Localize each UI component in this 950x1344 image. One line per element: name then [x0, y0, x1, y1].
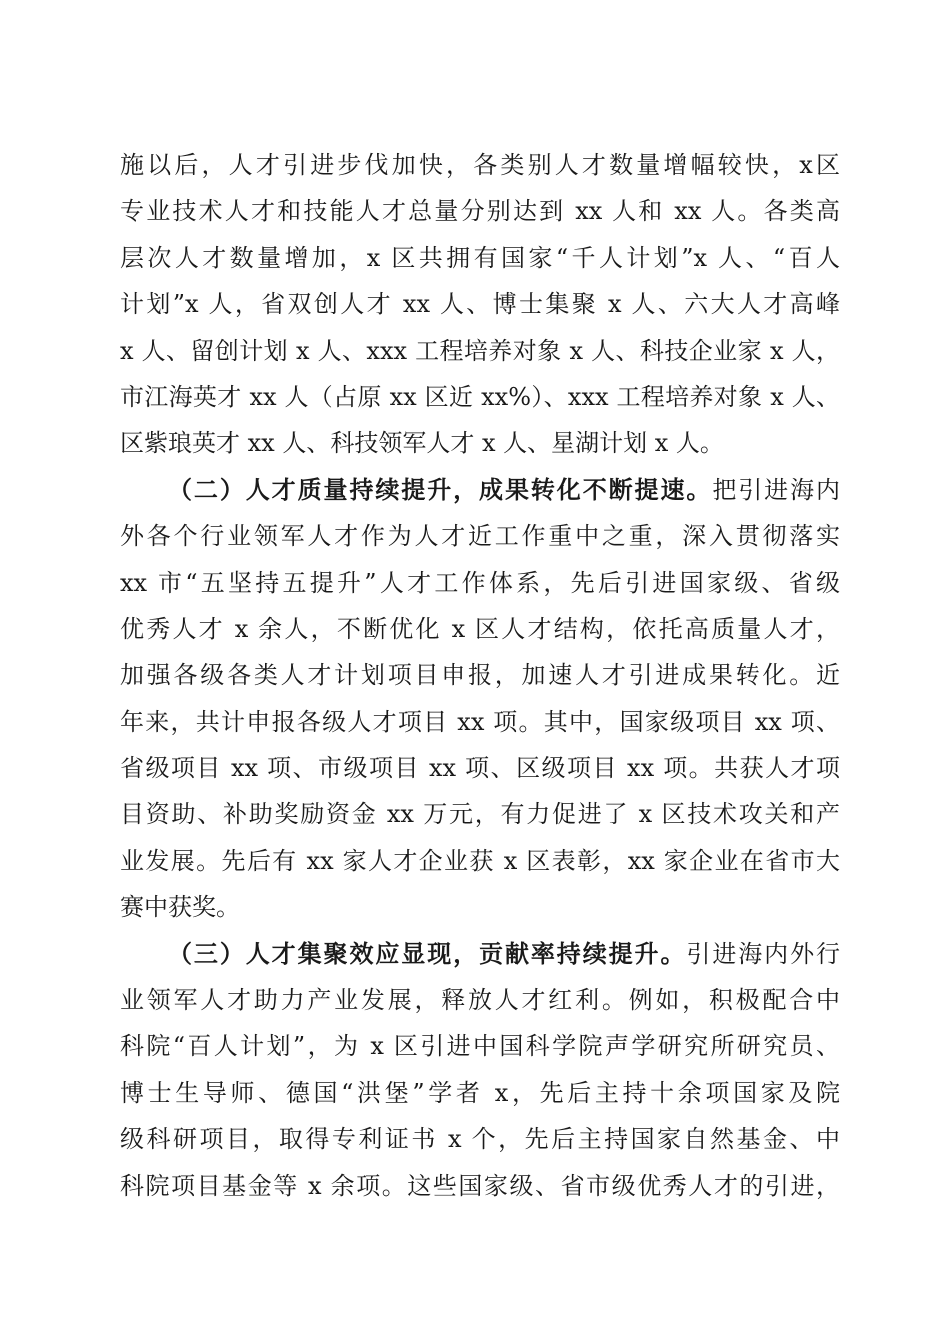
- paragraph-line: 专业技术人才和技能人才总量分别达到 xx 人和 xx 人。各类高: [120, 197, 840, 226]
- paragraph-first-line: [120, 931, 840, 977]
- paragraph-line: 优秀人才 x 余人，不断优化 x 区人才结构，依托高质量人才，: [120, 614, 840, 643]
- paragraph-line-rest: 把引进海内: [712, 475, 841, 504]
- paragraph-line: 施以后，人才引进步伐加快，各类别人才数量增幅较快，x区: [120, 151, 840, 179]
- paragraph-line: xx 市“五坚持五提升”人才工作体系，先后引进国家级、省级: [120, 568, 840, 597]
- paragraph-2: [120, 467, 840, 931]
- section-heading-2: （二）人才质量持续提升，成果转化不断提速。: [168, 474, 713, 504]
- paragraph-line: 业发展。先后有 xx 家人才企业获 x 区表彰，xx 家企业在省市大: [120, 846, 840, 875]
- paragraph-line: 加强各级各类人才计划项目申报，加速人才引进成果转化。近: [120, 661, 840, 690]
- paragraph-line: 层次人才数量增加，x 区共拥有国家“千人计划”x 人、“百人: [120, 243, 840, 272]
- paragraph-line: 区紫琅英才 xx 人、科技领军人才 x 人、星湖计划 x 人。: [120, 429, 724, 458]
- paragraph-line: 市江海英才 xx 人（占原 xx 区近 xx%）、xxx 工程培养对象 x 人、: [120, 382, 840, 411]
- paragraph-line: 业领军人才助力产业发展，释放人才红利。例如，积极配合中: [120, 986, 840, 1015]
- paragraph-line: 省级项目 xx 项、市级项目 xx 项、区级项目 xx 项。共获人才项: [120, 754, 840, 783]
- paragraph-line: 年来，共计申报各级人才项目 xx 项。其中，国家级项目 xx 项、: [120, 707, 840, 736]
- paragraph-1: [120, 142, 840, 467]
- paragraph-line: 博士生导师、德国“洪堡”学者 x，先后主持十余项国家及院: [120, 1078, 840, 1107]
- paragraph-line: 科院“百人计划”，为 x 区引进中国科学院声学研究所研究员、: [120, 1032, 840, 1061]
- paragraph-line: 外各个行业领军人才作为人才近工作重中之重，深入贯彻落实: [120, 522, 840, 551]
- section-heading-3: （三）人才集聚效应显现，贡献率持续提升。: [168, 938, 687, 968]
- body-text: [120, 142, 840, 1209]
- paragraph-line: 级科研项目，取得专利证书 x 个，先后主持国家自然基金、中: [120, 1125, 840, 1154]
- paragraph-line: 赛中获奖。: [120, 893, 240, 922]
- paragraph-line: 目资助、补助奖励资金 xx 万元，有力促进了 x 区技术攻关和产: [120, 800, 840, 829]
- paragraph-line: 计划”x 人，省双创人才 xx 人、博士集聚 x 人、六大人才高峰: [120, 290, 840, 319]
- paragraph-3: [120, 931, 840, 1209]
- paragraph-first-line: [120, 467, 840, 513]
- paragraph-line: 科院项目基金等 x 余项。这些国家级、省市级优秀人才的引进，: [120, 1171, 840, 1200]
- paragraph-line-rest: 引进海内外行: [686, 939, 841, 968]
- paragraph-line: x 人、留创计划 x 人、xxx 工程培养对象 x 人、科技企业家 x 人，: [120, 336, 840, 365]
